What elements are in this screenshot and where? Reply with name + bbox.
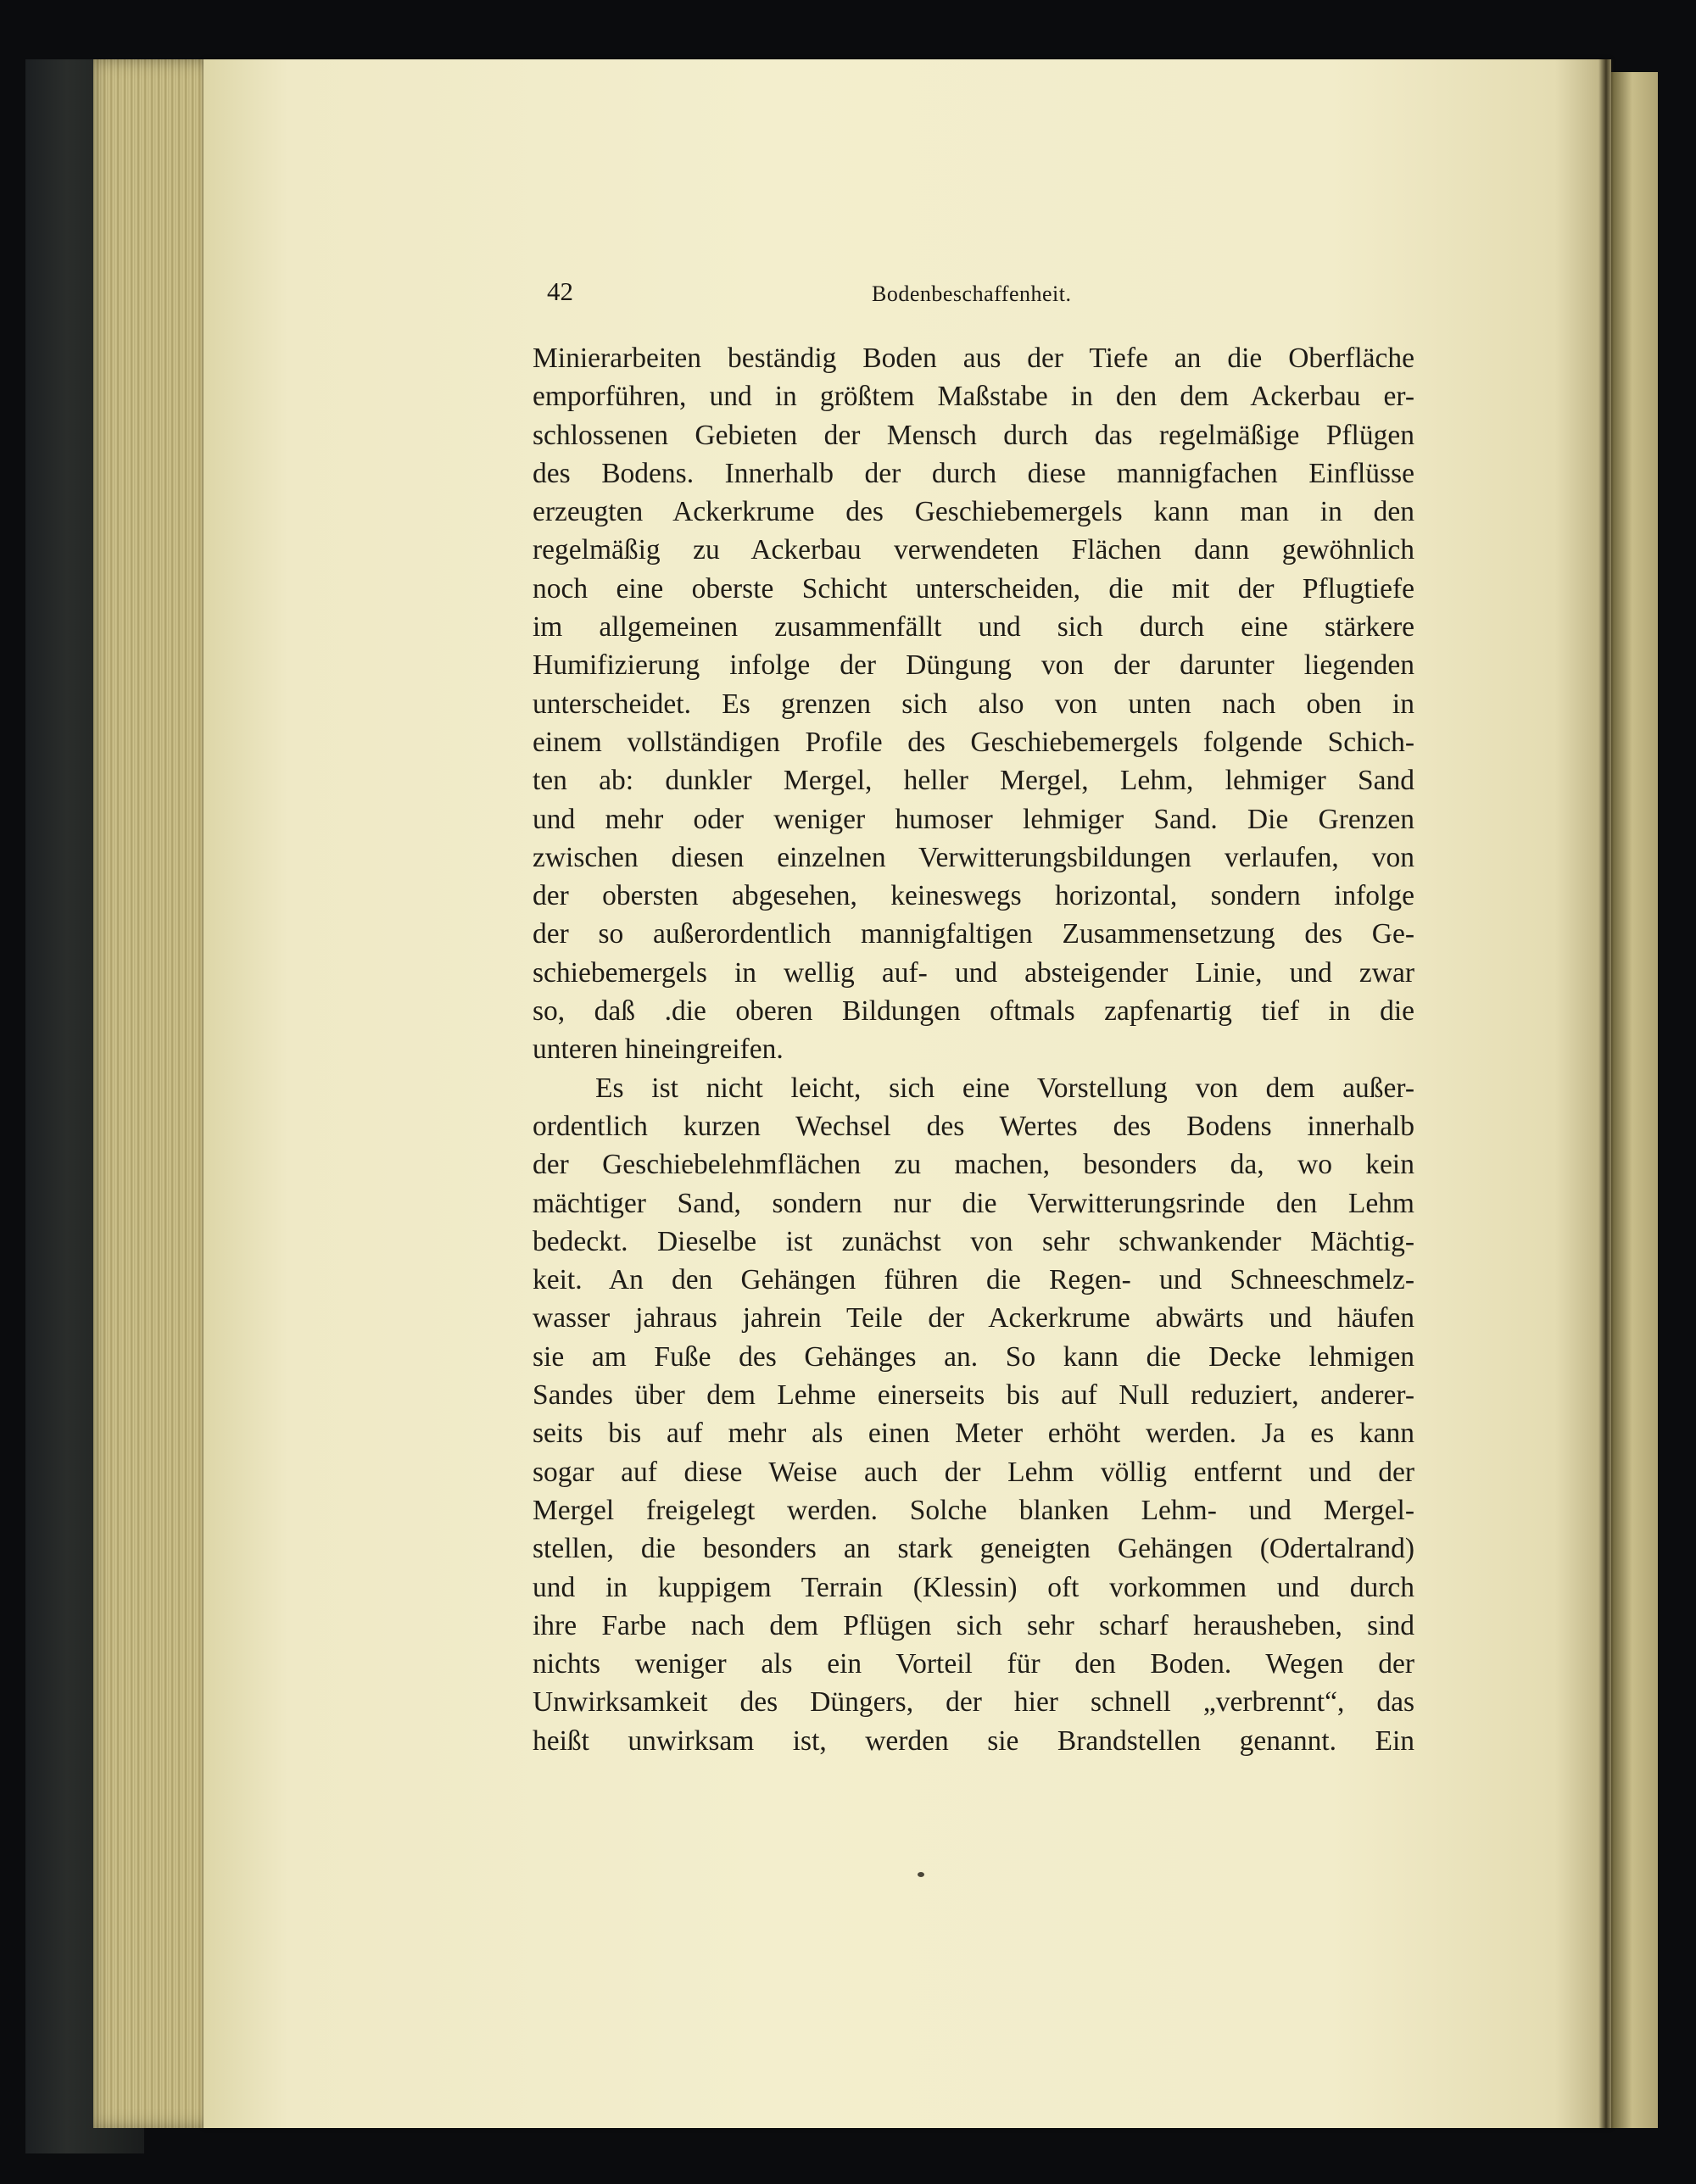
text-line: nichts weniger als ein Vorteil für den Boden. Wegen der (533, 1648, 1414, 1680)
text-line: erzeugten Ackerkrume des Geschiebemergels kann man in den (533, 496, 1414, 528)
next-page-edge (1611, 72, 1658, 2128)
text-line: und in kuppigem Terrain (Klessin) oft vorkommen und durch (533, 1571, 1414, 1603)
text-line: ten ab: dunkler Mergel, heller Mergel, Lehm, lehmiger Sand (533, 765, 1414, 797)
text-line: regelmäßig zu Ackerbau verwendeten Flächen dann gewöhnlich (533, 534, 1414, 566)
text-line: schiebemergels in wellig auf- und absteigender Linie, und zwar (533, 956, 1414, 989)
text-line: Minierarbeiten beständig Boden aus der Tiefe an die Oberfläche (533, 343, 1414, 374)
text-line: bedeckt. Dieselbe ist zunächst von sehr schwankender Mächtig- (533, 1225, 1414, 1257)
text-line: keit. An den Gehängen führen die Regen- und Schneeschmelz- (533, 1264, 1414, 1296)
text-line: im allgemeinen zusammenfällt und sich durch eine stärkere (533, 611, 1414, 644)
text-line: Humifizierung infolge der Düngung von der darunter liegenden (533, 649, 1414, 682)
text-line: noch eine oberste Schicht unterscheiden, die mit der Pflugtiefe (533, 572, 1414, 604)
paragraph-2 (533, 1069, 1414, 1760)
text-line: ihre Farbe nach dem Pflügen sich sehr scharf herausheben, sind (533, 1609, 1414, 1641)
text-line: stellen, die besonders an stark geneigten Gehängen (Odertalrand) (533, 1533, 1414, 1565)
text-line: so, daß .die oberen Bildungen oftmals zapfenartig tief in die (533, 995, 1414, 1028)
text-line: einem vollständigen Profile des Geschiebemergels folgende Schich- (533, 726, 1414, 758)
text-line: ordentlich kurzen Wechsel des Wertes des Bodens innerhalb (533, 1110, 1414, 1142)
text-line: heißt unwirksam ist, werden sie Brandstellen genannt. Ein (533, 1724, 1414, 1757)
text-line: zwischen diesen einzelnen Verwitterungsbildungen verlaufen, von (533, 841, 1414, 873)
page-edges (93, 59, 220, 2128)
text-line: sie am Fuße des Gehänges an. So kann die Decke lehmigen (533, 1340, 1414, 1373)
text-line: seits bis auf mehr als einen Meter erhöht werden. Ja es kann (533, 1418, 1414, 1450)
text-line: wasser jahraus jahrein Teile der Ackerkrume abwärts und häufen (533, 1302, 1414, 1334)
running-head (547, 276, 1090, 319)
paper-speck (918, 1872, 924, 1877)
text-line: mächtiger Sand, sondern nur die Verwitterungsrinde den Lehm (533, 1187, 1414, 1219)
text-line: emporführen, und in größtem Maßstabe in den dem Ackerbau er- (533, 381, 1414, 413)
text-line: Sandes über dem Lehme einerseits bis auf Null reduziert, anderer- (533, 1379, 1414, 1412)
text-line: unteren hineingreifen. (533, 1034, 784, 1066)
page-number: 42 (547, 276, 573, 306)
text-line: unterscheidet. Es grenzen sich also von unten nach oben in (533, 688, 1414, 720)
running-head-title: Bodenbeschaffenheit. (872, 281, 1072, 306)
text-line: der obersten abgesehen, keineswegs horizontal, sondern infolge (533, 880, 1414, 912)
paragraph-1 (533, 339, 1414, 1069)
text-line: und mehr oder weniger humoser lehmiger Sand. Die Grenzen (533, 803, 1414, 835)
text-line: schlossenen Gebieten der Mensch durch das regelmäßige Pflügen (533, 419, 1414, 451)
text-line: Unwirksamkeit des Düngers, der hier schnell „verbrennt“, das (533, 1686, 1414, 1719)
body-text (533, 339, 1414, 1760)
text-line: Es ist nicht leicht, sich eine Vorstellung von dem außer- (595, 1072, 1414, 1104)
book-gutter (1598, 59, 1614, 2128)
text-line: des Bodens. Innerhalb der durch diese mannigfachen Einflüsse (533, 457, 1414, 489)
text-line: Mergel freigelegt werden. Solche blanken Lehm- und Mergel- (533, 1494, 1414, 1526)
text-line: sogar auf diese Weise auch der Lehm völlig entfernt und der (533, 1456, 1414, 1488)
text-line: der Geschiebelehmflächen zu machen, besonders da, wo kein (533, 1149, 1414, 1181)
text-line: der so außerordentlich mannigfaltigen Zusammensetzung des Ge- (533, 918, 1414, 950)
